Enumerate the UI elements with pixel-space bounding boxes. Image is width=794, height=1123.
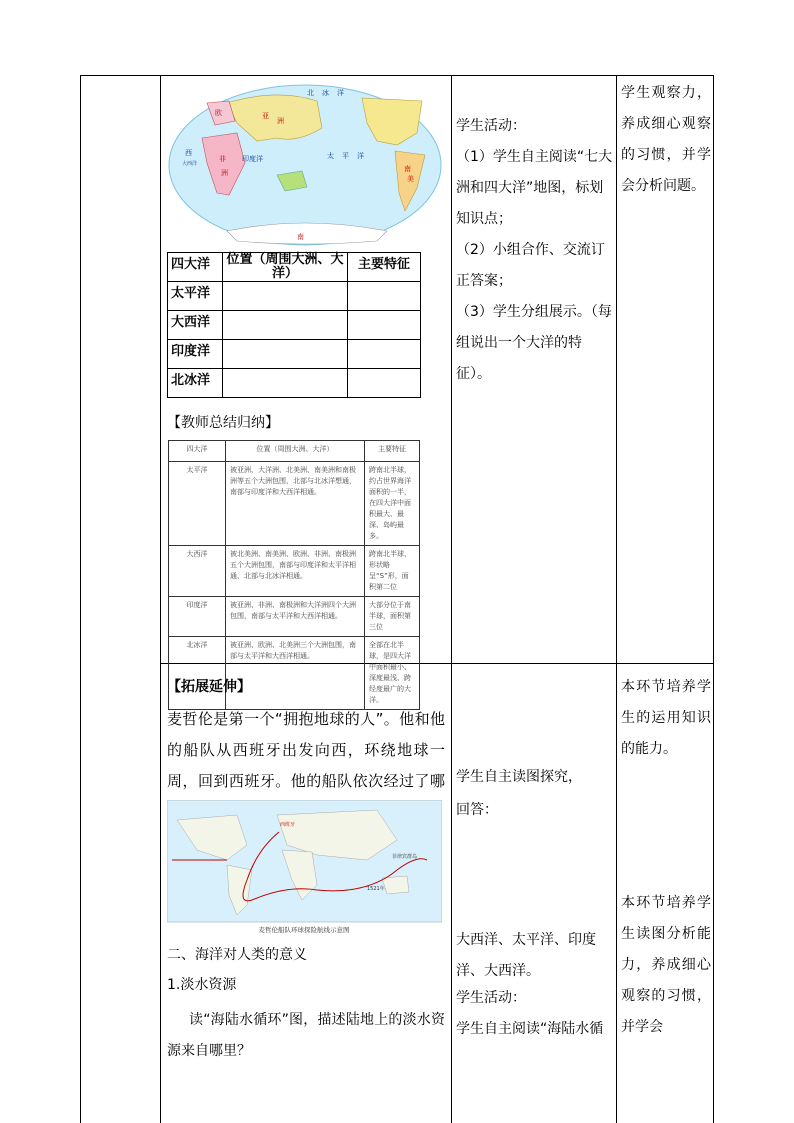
explore-text: 学生自主读图探究，	[456, 769, 582, 785]
feature-cell: 全部在北半球，是四大洋中面积最小、深度最浅、跨经度最广的大洋。	[365, 637, 420, 710]
header-cell: 位置（周围大洲、大洋）	[223, 253, 348, 282]
map-label: 欧	[215, 109, 222, 117]
blank-cell[interactable]	[223, 369, 348, 398]
ocean-cell: 大西洋	[168, 311, 223, 340]
svg-text:大西洋: 大西洋	[182, 161, 198, 167]
section2-sub: 1.淡水资源	[167, 977, 237, 993]
map-label: 美	[407, 175, 414, 183]
col4-note1: 学生观察力，养成细心观察的习惯，并学会分析问题。	[621, 85, 711, 194]
activity-item: （3）学生分组展示。（每组说出一个大洋的特征）。	[456, 304, 612, 382]
world-map	[167, 83, 444, 246]
blank-cell[interactable]	[348, 369, 421, 398]
map-label: 印度洋	[242, 155, 263, 163]
blank-cell[interactable]	[348, 311, 421, 340]
col-border-left	[80, 75, 81, 1123]
outer-top-border	[80, 75, 713, 76]
map-label: 南	[297, 233, 304, 241]
col-border-2	[451, 75, 452, 1123]
map-label: 南	[404, 165, 411, 173]
map-label: 亚	[262, 112, 269, 120]
map-label: 太	[327, 152, 334, 160]
ocean-cell: 印度洋	[168, 340, 223, 369]
header-cell: 位置（周围大洲、大洋）	[226, 441, 365, 462]
activity-item: （2）小组合作、交流订正答案；	[456, 242, 605, 289]
blank-cell[interactable]	[223, 282, 348, 311]
col4-note2: 本环节培养学生的运用知识的能力。	[621, 679, 711, 757]
map-label-philippines: 菲律宾群岛	[392, 854, 418, 860]
section2-body: 读“海陆水循环”图，描述陆地上的淡水资源来自哪里？	[167, 1012, 445, 1059]
map-label: 北	[307, 89, 314, 97]
header-cell: 主要特征	[348, 253, 421, 282]
ocean-name: 大西洋	[169, 546, 226, 597]
location-cell: 被亚洲、欧洲、北美洲三个大洲包围，南部与太平洋和大西洋相通。	[226, 637, 365, 710]
col3-activity	[456, 111, 616, 390]
map-label: 平	[342, 152, 349, 160]
col4-note3: 本环节培养学生读图分析能力，养成细心观察的习惯，并学会	[621, 895, 711, 1035]
answer-text: 大西洋、太平洋、印度洋、大西洋。	[456, 932, 596, 979]
section2-heading: 二、海洋对人类的意义	[167, 947, 307, 963]
activity2-text: 学生自主阅读“海陆水循	[456, 1021, 604, 1037]
map-label-year: 1521年	[367, 886, 385, 892]
magellan-route-map	[167, 800, 442, 935]
activity-item: （1）学生自主阅读“七大洲和四大洋”地图，标划知识点；	[456, 149, 613, 227]
header-cell: 主要特征	[365, 441, 420, 462]
blank-cell[interactable]	[223, 311, 348, 340]
map-label-spain: 西班牙	[280, 822, 296, 828]
map-label: 冰	[322, 89, 329, 97]
extension-body: 麦哲伦是第一个“拥抱地球的人”。他和他的船队从西班牙出发向西，环绕地球一周，回到西班牙。他的船队依次经过了哪	[167, 710, 445, 790]
map-label: 洋	[357, 152, 364, 160]
feature-cell: 跨南北半球，约占世界海洋面积的一半，在四大洋中面积最大、最深、岛屿最多。	[365, 462, 420, 546]
extension-title: 【拓展延伸】	[167, 679, 251, 695]
feature-cell: 大部分位于南半球，面积第三位	[365, 597, 420, 637]
map-label: 洲	[277, 117, 284, 125]
activity2-title: 学生活动：	[456, 990, 526, 1006]
ocean-cell: 北冰洋	[168, 369, 223, 398]
ocean-name: 北冰洋	[169, 637, 226, 710]
map-label: 洲	[221, 169, 228, 177]
map-label: 西	[185, 149, 192, 157]
location-cell: 被北美洲、南美洲、欧洲、非洲、南极洲五个大洲包围，南部与印度洋和太平洋相通，北部与北冰洋相通。	[226, 546, 365, 597]
ocean-cell: 太平洋	[168, 282, 223, 311]
blank-cell[interactable]	[348, 282, 421, 311]
header-cell: 四大洋	[169, 441, 226, 462]
answer-label: 回答：	[456, 802, 498, 818]
col-border-3	[616, 75, 617, 1123]
summary-table	[168, 440, 420, 710]
ocean-fill-table	[167, 252, 421, 398]
teacher-summary-title: 【教师总结归纳】	[167, 415, 279, 431]
location-cell: 被亚洲、大洋洲、北美洲、南美洲和南极洲等五个大洲包围，北部与北冰洋想通，南部与印度洋和大西洋相通。	[226, 462, 365, 546]
header-cell: 四大洋	[168, 253, 223, 282]
col-border-right	[713, 75, 714, 1123]
location-cell: 被亚洲、非洲、南极洲和大洋洲四个大洲包围，南部与太平洋和大西洋相通。	[226, 597, 365, 637]
col-border-1	[160, 75, 161, 1123]
feature-cell: 跨南北半球，形状略呈“S”形，面积第二位	[365, 546, 420, 597]
blank-cell[interactable]	[223, 340, 348, 369]
map-label: 非	[219, 155, 226, 163]
ocean-name: 太平洋	[169, 462, 226, 546]
map-label: 洋	[337, 89, 344, 97]
activity-title: 学生活动：	[456, 118, 526, 134]
ocean-name: 印度洋	[169, 597, 226, 637]
blank-cell[interactable]	[348, 340, 421, 369]
map-caption: 麦哲伦船队环球探险航线示意图	[258, 926, 350, 934]
